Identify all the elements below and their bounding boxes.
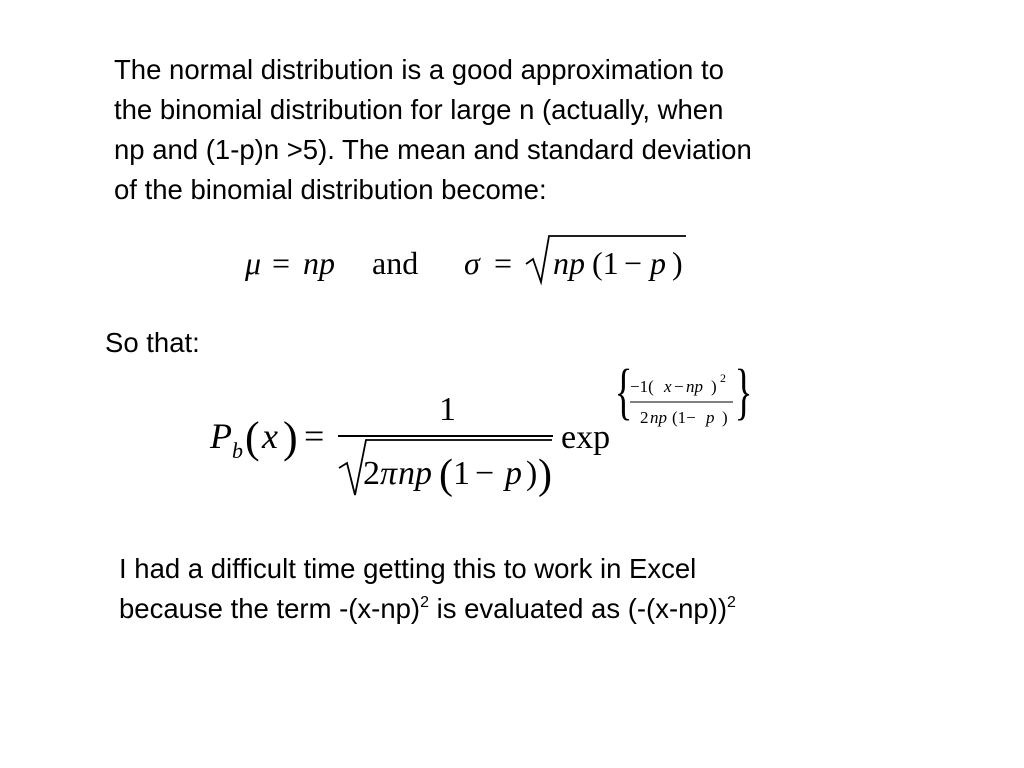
den-two: 2 bbox=[363, 455, 380, 492]
sd-rhs-close: ) bbox=[672, 245, 683, 281]
equals-sign: = bbox=[304, 416, 325, 456]
exponent-open-brace: { bbox=[614, 357, 633, 427]
note-line: I had a difficult time getting this to work in Excel bbox=[119, 553, 697, 584]
den-np: np bbox=[398, 455, 432, 492]
excel-note bbox=[119, 549, 736, 629]
exp-word: exp bbox=[561, 419, 611, 456]
exp-num-minus2: − bbox=[674, 377, 684, 396]
den-close-outer: ) bbox=[538, 452, 552, 498]
exp-num-close: ) bbox=[711, 377, 717, 396]
note-text: is evaluated as (-(x-np)) bbox=[429, 593, 728, 624]
exponent-close-brace: } bbox=[734, 357, 753, 427]
sd-rhs-np: np bbox=[553, 245, 585, 281]
so-that-label: So that: bbox=[105, 327, 200, 358]
den-p: p bbox=[505, 455, 522, 492]
exp-den-p: p bbox=[706, 408, 715, 427]
exp-den-two: 2 bbox=[640, 408, 649, 427]
sd-rhs-open: (1 bbox=[592, 245, 619, 281]
lhs-open-paren: ( bbox=[245, 413, 260, 462]
equals-sign: = bbox=[494, 245, 513, 281]
lhs-p: P bbox=[210, 416, 232, 456]
den-one: 1 bbox=[453, 455, 470, 492]
note-line bbox=[119, 589, 736, 629]
mu-symbol: μ bbox=[245, 245, 262, 281]
den-open-paren: ( bbox=[439, 452, 453, 498]
sd-rhs-p: p bbox=[650, 245, 666, 281]
intro-line: np and (1-p)n >5). The mean and standard deviation bbox=[114, 134, 752, 165]
intro-line: The normal distribution is a good approximation to bbox=[114, 54, 724, 85]
fraction-numerator: 1 bbox=[439, 391, 456, 428]
exp-num-x: x bbox=[664, 377, 672, 396]
minus-sign: − bbox=[475, 455, 495, 492]
lhs-close-paren: ) bbox=[283, 413, 298, 462]
exp-den-open: (1− bbox=[672, 408, 696, 427]
exp-num-minus: −1( bbox=[630, 377, 654, 396]
intro-line: of the binomial distribution become: bbox=[114, 174, 547, 205]
intro-line: the binomial distribution for large n (actually, when bbox=[114, 94, 724, 125]
equals-sign: = bbox=[272, 245, 291, 281]
den-pi: π bbox=[380, 455, 398, 492]
superscript-two: 2 bbox=[727, 594, 736, 611]
lhs-x: x bbox=[262, 416, 278, 456]
and-word: and bbox=[372, 245, 419, 281]
superscript-two: 2 bbox=[420, 594, 429, 611]
exp-den-np: np bbox=[650, 408, 667, 427]
minus-sign: − bbox=[624, 245, 643, 281]
lhs-subscript: b bbox=[232, 438, 243, 463]
exp-num-np: np bbox=[686, 377, 703, 396]
den-close-inner: ) bbox=[526, 455, 538, 492]
exp-den-close: ) bbox=[722, 408, 728, 427]
sigma-symbol: σ bbox=[464, 245, 480, 281]
note-text: because the term -(x-np) bbox=[119, 593, 421, 624]
mean-rhs: np bbox=[303, 245, 335, 281]
exp-num-power: 2 bbox=[720, 371, 726, 385]
